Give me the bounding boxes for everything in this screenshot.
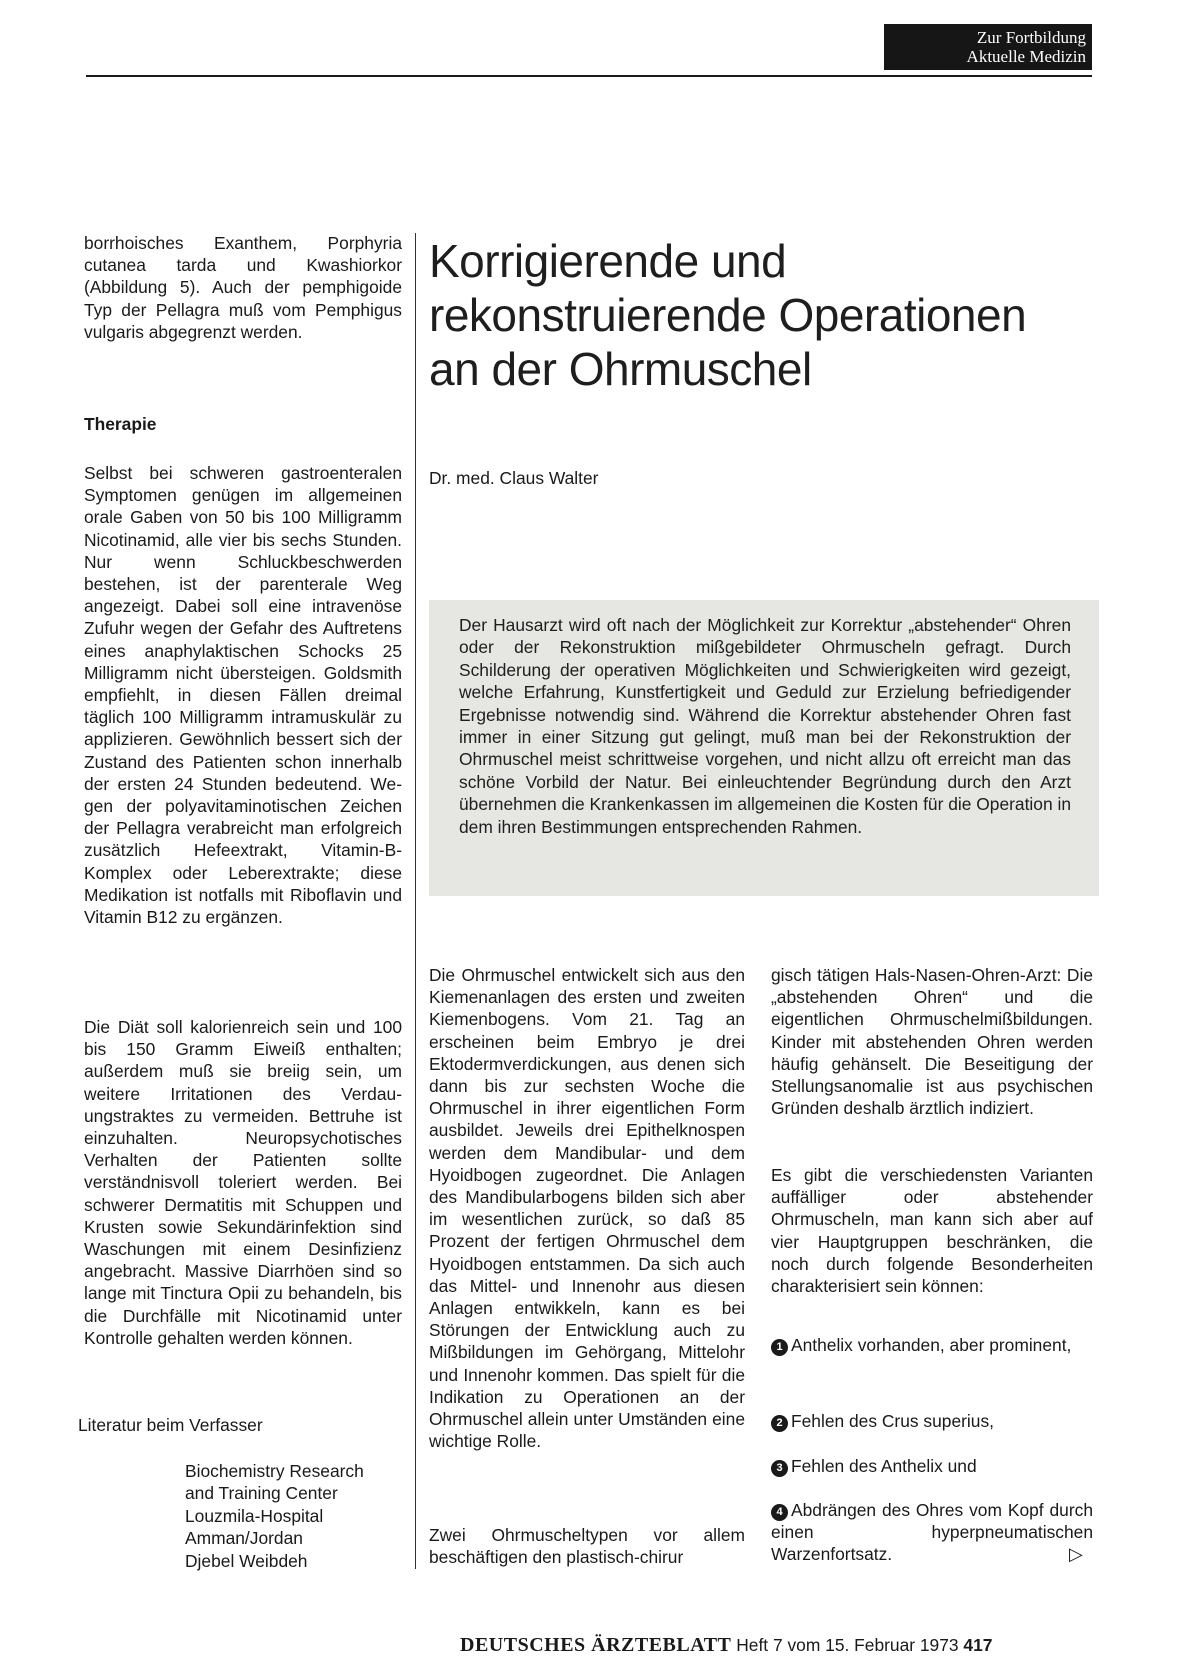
number-badge-icon: 1: [771, 1339, 788, 1356]
number-badge-icon: 3: [771, 1460, 788, 1477]
article-title: [429, 234, 1089, 396]
right-paragraph-2: Es gibt die verschiedensten Varianten auffälliger oder abstehender Ohrmuscheln, man kann sich aber auf vier Hauptgruppen beschränken, die noch durch folgende Besonderheiten charakterisiert sein können:: [771, 1165, 1093, 1297]
journal-name: DEUTSCHES ÄRZTEBLATT: [460, 1634, 732, 1656]
therapy-paragraph-2: Die Diät soll kalorienreich sein und 100 bis 150 Gramm Eiweiß enthalten; außerdem muß sie breiig sein, um weitere Irritationen des Verdauungstraktes zu vermeiden. Bettruhe ist einzuhalten. Neuropsychotisches Verhalten der Patienten sollte verständnisvoll toleriert werden. Bei schwerer Dermatitis mit Schuppen und Krusten sowie Sekundärinfektion sind Waschungen mit einem Desinfizienz angebracht. Massive Diarrhöen sind so lange mit Tinctura Opii zu behandeln, bis die Durchfälle mit Nicotinamid unter Kontrolle gehalten werden können.: [84, 1017, 402, 1348]
column-divider: [415, 233, 416, 1569]
list-item: [771, 1455, 1093, 1477]
title-line: an der Ohrmuschel: [429, 343, 812, 395]
list-item: [771, 1334, 1093, 1356]
therapy-heading: Therapie: [84, 414, 157, 434]
page-footer: [460, 1634, 1100, 1657]
address-line: Louzmila-Hospital: [185, 1505, 324, 1526]
list-item: [771, 1410, 1093, 1432]
list-item-text: Fehlen des Anthelix und: [791, 1456, 977, 1476]
page-number: 417: [963, 1635, 993, 1655]
title-line: rekonstruierende Operationen: [429, 289, 1027, 341]
article-author: Dr. med. Claus Walter: [429, 468, 599, 488]
continue-arrow-icon: ▷: [1069, 1544, 1083, 1564]
list-item-text: Abdrängen des Ohres vom Kopf durch einen hyperpneumatischen Warzenfortsatz.: [771, 1500, 1093, 1565]
abstract-box: [429, 600, 1099, 896]
address-line: and Training Center: [185, 1483, 338, 1504]
title-line: Korrigierende und: [429, 235, 787, 287]
section-tag: [884, 24, 1092, 70]
address-line: Amman/Jordan: [185, 1528, 303, 1549]
therapy-paragraph-1: Selbst bei schweren gastroenteralen Symptomen genügen im allgemeinen orale Gaben von 50 bis 100 Milligramm Nicotinamid, alle vier bis sechs Stunden. Nur wenn Schluckbeschwerden bestehen, ist der parenterale Weg angezeigt. Dabei soll eine intravenöse Zufuhr wegen der Gefahr des Auftretens eines anaphylaktischen Schocks 25 Milligramm nicht übersteigen. Goldsmith empfiehlt, in diesen Fällen dreimal täglich 100 Milligramm intramuskulär zu applizieren. Gewöhnlich bessert sich der Zustand des Patienten schon innerhalb der ersten 24 Stunden bedeutend. Wegen der polyavitaminotischen Zeichen der Pellagra verabreicht man erfolgreich zusätzlich Hefeextrakt, Vitamin-B-Komplex oder Leberextrakte; diese Medikation ist notfalls mit Riboflavin und Vitamin B12 zu ergänzen.: [84, 463, 402, 928]
top-rule: [86, 75, 1092, 77]
literature-note: Literatur beim Verfasser: [78, 1415, 263, 1435]
list-item-text: Fehlen des Crus superius,: [791, 1411, 994, 1431]
address-line: Djebel Weibdeh: [185, 1550, 308, 1571]
issue-info: Heft 7 vom 15. Februar 1973: [736, 1635, 959, 1655]
list-item: [771, 1499, 1093, 1566]
number-badge-icon: 2: [771, 1415, 788, 1432]
number-badge-icon: 4: [771, 1504, 788, 1521]
abstract-text: Der Hausarzt wird oft nach der Möglichkeit zur Korrektur „abstehender“ Ohren oder der Rekonstruktion mißgebildeter Ohrmuscheln gefragt. Durch Schilderung der operativen Möglichkeiten und Schwierigkeiten wird gezeigt, welche Erfahrung, Kunstfertigkeit und Geduld zur Erzielung befriedigender Ergebnisse notwendig sind. Während die Korrektur abstehender Ohren fast immer in einer Sitzung gut gelingt, muß man bei der Rekonstruktion der Ohrmuschel meist schrittweise vorgehen, und nicht allzu oft erreicht man das schöne Vorbild der Natur. Bei einleuchtender Begründung durch den Arzt übernehmen die Krankenkassen im allgemeinen die Kosten für die Operation in dem ihren Bestimmungen entsprechenden Rahmen.: [459, 615, 1071, 837]
section-tag-line2: Aktuelle Medizin: [966, 47, 1086, 66]
list-item-text: Anthelix vorhanden, aber prominent,: [791, 1335, 1072, 1355]
left-intro-paragraph: borrhoisches Exanthem, Porphyria cutanea tarda und Kwashiorkor (Abbildung 5). Auch der pemphigoide Typ der Pellagra muß vom Pemphigus vulgaris abgegrenzt werden.: [84, 233, 402, 342]
author-address: [185, 1460, 364, 1572]
mid-paragraph-2: Zwei Ohrmuscheltypen vor allem beschäftigen den plastisch-chirur: [429, 1525, 745, 1568]
right-paragraph-1: gisch tätigen Hals-Nasen-Ohren-Arzt: Die „abstehenden Ohren“ und die eigentlichen Ohrmuschelmißbildungen. Kinder mit abstehenden Ohren werden häufig gehänselt. Die Beseitigung der Stellungsanomalie ist aus psychischen Gründen deshalb ärztlich indiziert.: [771, 965, 1093, 1119]
address-line: Biochemistry Research: [185, 1461, 364, 1481]
section-tag-line1: Zur Fortbildung: [976, 28, 1086, 47]
mid-paragraph-1: Die Ohrmuschel entwickelt sich aus den Kiemenanlagen des ersten und zweiten Kiemenbogens. Vom 21. Tag an erscheinen beim Embryo je drei Ektodermverdickungen, aus denen sich dann bis zur sechsten Woche die Ohrmuschel in ihrer eigentlichen Form ausbildet. Jeweils drei Epithelknospen werden dem Mandibular- und dem Hyoidbogen zugeordnet. Die Anlagen des Mandibularbogens bilden sich aber im wesentlichen zurück, so daß 85 Prozent der fertigen Ohrmuschel dem Hyoidbogen entstammen. Da sich auch das Mittel- und Innenohr aus diesen Anlagen entwikkeln, kann es bei Störungen der Entwicklung auch zu Mißbildungen im Gehörgang, Mittelohr und Innenohr kommen. Das spielt für die Indikation zu Operationen an der Ohrmuschel allein unter Umständen eine wichtige Rolle.: [429, 965, 745, 1452]
